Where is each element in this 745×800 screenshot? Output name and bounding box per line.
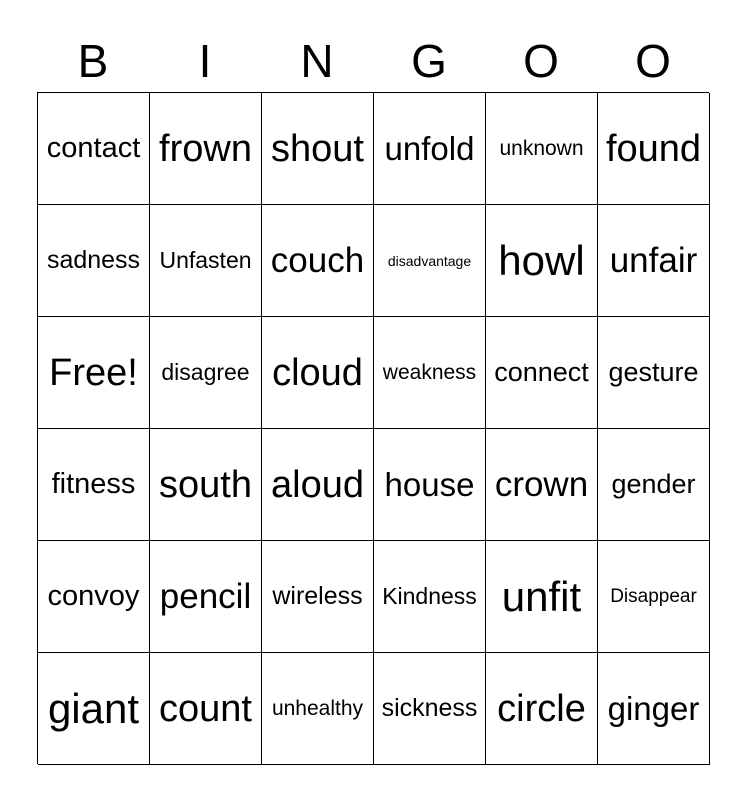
bingo-cell: unknown xyxy=(486,93,598,205)
bingo-cell: unfit xyxy=(486,541,598,653)
bingo-cell: found xyxy=(598,93,710,205)
bingo-cell: gesture xyxy=(598,317,710,429)
bingo-cell: crown xyxy=(486,429,598,541)
header-letter-b: B xyxy=(77,35,109,87)
header-letter-o-2: O xyxy=(635,35,671,87)
bingo-cell: contact xyxy=(38,93,150,205)
bingo-cell: south xyxy=(150,429,262,541)
bingo-cell: pencil xyxy=(150,541,262,653)
bingo-cell: ginger xyxy=(598,653,710,765)
bingo-cell: wireless xyxy=(262,541,374,653)
bingo-cell: sickness xyxy=(374,653,486,765)
bingo-cell: disadvantage xyxy=(374,205,486,317)
bingo-cell: unfair xyxy=(598,205,710,317)
bingo-cell: circle xyxy=(486,653,598,765)
bingo-cell: frown xyxy=(150,93,262,205)
bingo-header xyxy=(37,30,709,92)
bingo-cell: couch xyxy=(262,205,374,317)
bingo-cell: aloud xyxy=(262,429,374,541)
bingo-cell: unfold xyxy=(374,93,486,205)
bingo-cell: count xyxy=(150,653,262,765)
header-letter-n: N xyxy=(300,35,334,87)
bingo-cell: house xyxy=(374,429,486,541)
bingo-cell: connect xyxy=(486,317,598,429)
bingo-cell: disagree xyxy=(150,317,262,429)
bingo-cell: Unfasten xyxy=(150,205,262,317)
header-letter-g: G xyxy=(411,35,447,87)
bingo-cell: cloud xyxy=(262,317,374,429)
bingo-cell: Kindness xyxy=(374,541,486,653)
bingo-board xyxy=(37,92,709,764)
bingo-cell: giant xyxy=(38,653,150,765)
bingo-cell: Disappear xyxy=(598,541,710,653)
bingo-cell: sadness xyxy=(38,205,150,317)
bingo-cell: unhealthy xyxy=(262,653,374,765)
header-letter-o: O xyxy=(523,35,559,87)
bingo-cell: fitness xyxy=(38,429,150,541)
bingo-cell: howl xyxy=(486,205,598,317)
bingo-cell: weakness xyxy=(374,317,486,429)
bingo-cell: convoy xyxy=(38,541,150,653)
bingo-cell: gender xyxy=(598,429,710,541)
header-letter-i: I xyxy=(198,35,212,87)
bingo-cell: shout xyxy=(262,93,374,205)
bingo-cell free-space: Free! xyxy=(38,317,150,429)
